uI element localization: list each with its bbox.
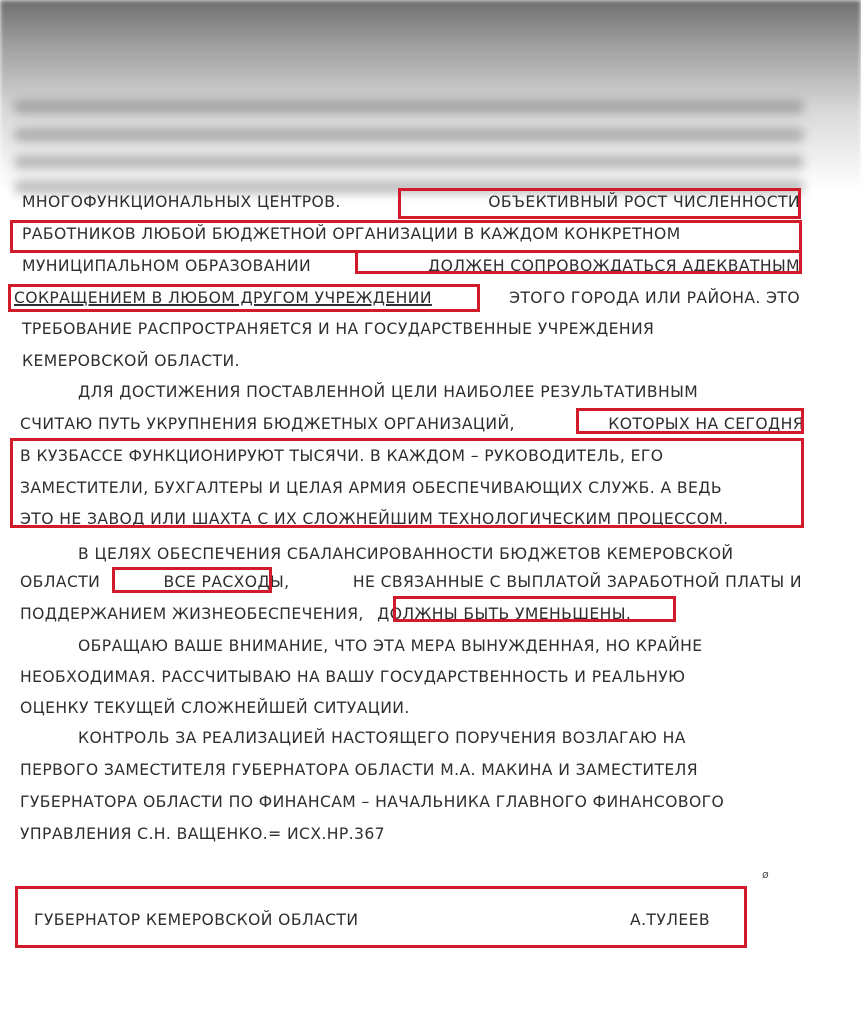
text-line	[20, 694, 410, 722]
highlight-box	[393, 596, 676, 622]
text-fragment: ДОЛЖНЫ БЫТЬ УМЕНЬШЕНЫ.	[377, 605, 632, 623]
text-fragment: РАБОТНИКОВ ЛЮБОЙ БЮДЖЕТНОЙ ОРГАНИЗАЦИИ В КАЖДОМ КОНКРЕТНОМ	[22, 225, 681, 243]
text-fragment: СЧИТАЮ ПУТЬ УКРУПНЕНИЯ БЮДЖЕТНЫХ ОРГАНИЗАЦИЙ,	[20, 415, 515, 433]
text-fragment: ЭТОГО ГОРОДА ИЛИ РАЙОНА. ЭТО	[509, 289, 800, 307]
text-fragment: ЗАМЕСТИТЕЛИ, БУХГАЛТЕРЫ И ЦЕЛАЯ АРМИЯ ОБЕСПЕЧИВАЮЩИХ СЛУЖБ. А ВЕДЬ	[20, 479, 722, 497]
text-fragment: КЕМЕРОВСКОЙ ОБЛАСТИ.	[22, 352, 240, 370]
highlight-box	[398, 188, 801, 219]
highlight-box	[355, 250, 802, 274]
text-line	[22, 347, 240, 375]
text-fragment: А.ТУЛЕЕВ	[630, 911, 710, 929]
blurred-text-line	[14, 155, 804, 169]
text-line	[78, 378, 698, 406]
text-line	[78, 540, 733, 568]
text-fragment: НЕ СВЯЗАННЫЕ С ВЫПЛАТОЙ ЗАРАБОТНОЙ ПЛАТЫ И	[352, 573, 802, 591]
text-fragment: ОБЛАСТИ	[20, 573, 101, 591]
highlight-box	[15, 886, 747, 948]
highlight-box	[576, 408, 804, 434]
text-fragment: ЭТО НЕ ЗАВОД ИЛИ ШАХТА С ИХ СЛОЖНЕЙШИМ ТЕХНОЛОГИЧЕСКИМ ПРОЦЕССОМ.	[20, 510, 729, 528]
text-fragment: НЕОБХОДИМАЯ. РАССЧИТЫВАЮ НА ВАШУ ГОСУДАРСТВЕННОСТЬ И РЕАЛЬНУЮ	[20, 668, 686, 686]
highlight-box	[8, 284, 480, 312]
text-fragment: УПРАВЛЕНИЯ С.Н. ВАЩЕНКО.= ИСХ.НР.367	[20, 825, 386, 843]
text-fragment: МНОГОФУНКЦИОНАЛЬНЫХ ЦЕНТРОВ.	[22, 193, 341, 211]
scan-artifact-mark: ø	[762, 868, 769, 881]
text-line	[20, 663, 685, 691]
text-line	[78, 724, 686, 752]
blurred-text-line	[14, 100, 804, 114]
text-fragment: КОНТРОЛЬ ЗА РЕАЛИЗАЦИЕЙ НАСТОЯЩЕГО ПОРУЧЕНИЯ ВОЗЛАГАЮ НА	[78, 729, 686, 747]
text-fragment: ТРЕБОВАНИЕ РАСПРОСТРАНЯЕТСЯ И НА ГОСУДАРСТВЕННЫЕ УЧРЕЖДЕНИЯ	[22, 320, 655, 338]
text-fragment: В ЦЕЛЯХ ОБЕСПЕЧЕНИЯ СБАЛАНСИРОВАННОСТИ БЮДЖЕТОВ КЕМЕРОВСКОЙ	[78, 545, 734, 563]
text-fragment: ПЕРВОГО ЗАМЕСТИТЕЛЯ ГУБЕРНАТОРА ОБЛАСТИ М.А. МАКИНА И ЗАМЕСТИТЕЛЯ	[20, 761, 699, 779]
text-fragment: В КУЗБАССЕ ФУНКЦИОНИРУЮТ ТЫСЯЧИ. В КАЖДОМ – РУКОВОДИТЕЛЬ, ЕГО	[20, 447, 664, 465]
text-fragment: ОБРАЩАЮ ВАШЕ ВНИМАНИЕ, ЧТО ЭТА МЕРА ВЫНУЖДЕННАЯ, НО КРАЙНЕ	[78, 637, 703, 655]
text-fragment: ВСЕ РАСХОДЫ,	[163, 573, 290, 591]
blurred-text-line	[14, 128, 804, 142]
text-fragment: ОЦЕНКУ ТЕКУЩЕЙ СЛОЖНЕЙШЕЙ СИТУАЦИИ.	[20, 699, 410, 717]
highlight-box	[10, 438, 804, 528]
text-line	[20, 820, 385, 848]
text-line	[20, 756, 698, 784]
text-line	[20, 788, 724, 816]
text-line	[78, 632, 703, 660]
highlight-box	[10, 220, 802, 253]
text-fragment: СОКРАЩЕНИЕМ В ЛЮБОМ ДРУГОМ УЧРЕЖДЕНИИ	[14, 289, 432, 307]
text-line	[22, 315, 800, 343]
text-fragment: КОТОРЫХ НА СЕГОДНЯ	[608, 415, 804, 433]
highlight-box	[112, 567, 272, 593]
text-fragment: ОБЪЕКТИВНЫЙ РОСТ ЧИСЛЕННОСТИ	[488, 193, 800, 211]
text-fragment: МУНИЦИПАЛЬНОМ ОБРАЗОВАНИИ	[22, 257, 312, 275]
text-fragment: ДОЛЖЕН СОПРОВОЖДАТЬСЯ АДЕКВАТНЫМ	[427, 257, 800, 275]
text-fragment: ГУБЕРНАТОРА ОБЛАСТИ ПО ФИНАНСАМ – НАЧАЛЬНИКА ГЛАВНОГО ФИНАНСОВОГО	[20, 793, 725, 811]
text-fragment: ПОДДЕРЖАНИЕМ ЖИЗНЕОБЕСПЕЧЕНИЯ,	[20, 605, 364, 623]
text-fragment: ГУБЕРНАТОР КЕМЕРОВСКОЙ ОБЛАСТИ	[34, 911, 359, 929]
text-fragment: ДЛЯ ДОСТИЖЕНИЯ ПОСТАВЛЕННОЙ ЦЕЛИ НАИБОЛЕЕ РЕЗУЛЬТАТИВНЫМ	[78, 383, 699, 401]
